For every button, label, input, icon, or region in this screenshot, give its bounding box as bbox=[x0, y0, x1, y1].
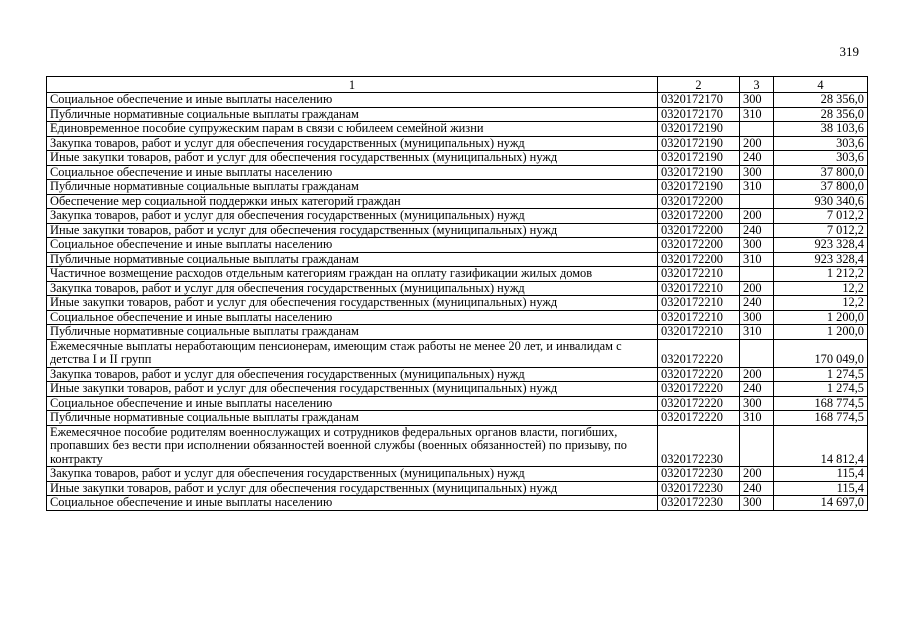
row-code-cell: 0320172200 bbox=[658, 209, 740, 224]
row-code-cell: 0320172190 bbox=[658, 165, 740, 180]
row-type-cell: 310 bbox=[740, 252, 774, 267]
table-row bbox=[47, 93, 868, 108]
row-sum-cell: 303,6 bbox=[774, 136, 868, 151]
row-code-cell: 0320172190 bbox=[658, 151, 740, 166]
table-row bbox=[47, 136, 868, 151]
row-type-cell: 200 bbox=[740, 281, 774, 296]
row-name-cell: Социальное обеспечение и иные выплаты населению bbox=[47, 165, 658, 180]
table-row bbox=[47, 151, 868, 166]
row-type-cell: 300 bbox=[740, 496, 774, 511]
row-sum-cell: 1 274,5 bbox=[774, 367, 868, 382]
table-row bbox=[47, 267, 868, 282]
row-name-cell: Ежемесячное пособие родителям военнослужащих и сотрудников федеральных органов власти, погибших, пропавших без вести при исполнении обязанностей военной службы (военных обязанностей) по призыву, по контракту bbox=[47, 425, 658, 467]
row-code-cell: 0320172230 bbox=[658, 481, 740, 496]
row-name-cell: Иные закупки товаров, работ и услуг для обеспечения государственных (муниципальных) нужд bbox=[47, 481, 658, 496]
row-type-cell: 200 bbox=[740, 467, 774, 482]
row-sum-cell: 38 103,6 bbox=[774, 122, 868, 137]
table-row bbox=[47, 467, 868, 482]
row-name-cell: Публичные нормативные социальные выплаты гражданам bbox=[47, 411, 658, 426]
row-type-cell: 310 bbox=[740, 411, 774, 426]
row-code-cell: 0320172220 bbox=[658, 367, 740, 382]
table-row bbox=[47, 194, 868, 209]
table-row bbox=[47, 252, 868, 267]
row-name-cell: Социальное обеспечение и иные выплаты населению bbox=[47, 396, 658, 411]
row-code-cell: 0320172190 bbox=[658, 122, 740, 137]
table-row bbox=[47, 209, 868, 224]
row-type-cell: 300 bbox=[740, 396, 774, 411]
row-name-cell: Социальное обеспечение и иные выплаты населению bbox=[47, 496, 658, 511]
row-sum-cell: 168 774,5 bbox=[774, 411, 868, 426]
table-row bbox=[47, 122, 868, 137]
row-sum-cell: 923 328,4 bbox=[774, 238, 868, 253]
row-name-cell: Единовременное пособие супружеским парам в связи с юбилеем семейной жизни bbox=[47, 122, 658, 137]
row-code-cell: 0320172220 bbox=[658, 382, 740, 397]
header-name: 1 bbox=[47, 77, 658, 93]
row-code-cell: 0320172220 bbox=[658, 339, 740, 367]
row-sum-cell: 28 356,0 bbox=[774, 93, 868, 108]
row-code-cell: 0320172210 bbox=[658, 281, 740, 296]
table-row bbox=[47, 481, 868, 496]
table-header-row bbox=[47, 77, 868, 93]
row-code-cell: 0320172170 bbox=[658, 93, 740, 108]
budget-table bbox=[46, 76, 868, 511]
row-type-cell: 300 bbox=[740, 238, 774, 253]
row-sum-cell: 12,2 bbox=[774, 281, 868, 296]
row-sum-cell: 923 328,4 bbox=[774, 252, 868, 267]
row-name-cell: Публичные нормативные социальные выплаты гражданам bbox=[47, 107, 658, 122]
row-sum-cell: 14 812,4 bbox=[774, 425, 868, 467]
row-type-cell: 300 bbox=[740, 165, 774, 180]
row-name-cell: Социальное обеспечение и иные выплаты населению bbox=[47, 238, 658, 253]
table-row bbox=[47, 296, 868, 311]
table-row bbox=[47, 496, 868, 511]
row-code-cell: 0320172200 bbox=[658, 194, 740, 209]
row-code-cell: 0320172200 bbox=[658, 238, 740, 253]
row-type-cell: 200 bbox=[740, 136, 774, 151]
row-sum-cell: 1 212,2 bbox=[774, 267, 868, 282]
row-type-cell: 300 bbox=[740, 310, 774, 325]
row-sum-cell: 170 049,0 bbox=[774, 339, 868, 367]
row-name-cell: Закупка товаров, работ и услуг для обеспечения государственных (муниципальных) нужд bbox=[47, 367, 658, 382]
row-name-cell: Публичные нормативные социальные выплаты гражданам bbox=[47, 180, 658, 195]
row-name-cell: Иные закупки товаров, работ и услуг для обеспечения государственных (муниципальных) нужд bbox=[47, 223, 658, 238]
header-type: 3 bbox=[740, 77, 774, 93]
table-row bbox=[47, 367, 868, 382]
row-name-cell: Закупка товаров, работ и услуг для обеспечения государственных (муниципальных) нужд bbox=[47, 209, 658, 224]
row-name-cell: Социальное обеспечение и иные выплаты населению bbox=[47, 310, 658, 325]
row-type-cell: 310 bbox=[740, 107, 774, 122]
row-code-cell: 0320172230 bbox=[658, 425, 740, 467]
row-code-cell: 0320172190 bbox=[658, 180, 740, 195]
row-sum-cell: 14 697,0 bbox=[774, 496, 868, 511]
row-code-cell: 0320172210 bbox=[658, 325, 740, 340]
table-row bbox=[47, 180, 868, 195]
row-name-cell: Закупка товаров, работ и услуг для обеспечения государственных (муниципальных) нужд bbox=[47, 467, 658, 482]
row-code-cell: 0320172210 bbox=[658, 310, 740, 325]
table-row bbox=[47, 310, 868, 325]
row-code-cell: 0320172230 bbox=[658, 467, 740, 482]
header-sum: 4 bbox=[774, 77, 868, 93]
row-code-cell: 0320172190 bbox=[658, 136, 740, 151]
row-sum-cell: 303,6 bbox=[774, 151, 868, 166]
row-sum-cell: 930 340,6 bbox=[774, 194, 868, 209]
table-row bbox=[47, 281, 868, 296]
row-type-cell: 240 bbox=[740, 151, 774, 166]
row-type-cell: 310 bbox=[740, 325, 774, 340]
row-type-cell: 240 bbox=[740, 296, 774, 311]
row-sum-cell: 1 274,5 bbox=[774, 382, 868, 397]
row-sum-cell: 1 200,0 bbox=[774, 310, 868, 325]
row-sum-cell: 1 200,0 bbox=[774, 325, 868, 340]
row-type-cell: 310 bbox=[740, 180, 774, 195]
row-name-cell: Иные закупки товаров, работ и услуг для обеспечения государственных (муниципальных) нужд bbox=[47, 296, 658, 311]
row-sum-cell: 12,2 bbox=[774, 296, 868, 311]
row-code-cell: 0320172170 bbox=[658, 107, 740, 122]
table-row bbox=[47, 411, 868, 426]
row-code-cell: 0320172210 bbox=[658, 296, 740, 311]
row-name-cell: Ежемесячные выплаты неработающим пенсионерам, имеющим стаж работы не менее 20 лет, и инвалидам с детства I и II групп bbox=[47, 339, 658, 367]
row-name-cell: Иные закупки товаров, работ и услуг для обеспечения государственных (муниципальных) нужд bbox=[47, 382, 658, 397]
row-type-cell: 200 bbox=[740, 209, 774, 224]
row-sum-cell: 37 800,0 bbox=[774, 165, 868, 180]
table-row bbox=[47, 382, 868, 397]
row-code-cell: 0320172220 bbox=[658, 396, 740, 411]
row-name-cell: Частичное возмещение расходов отдельным категориям граждан на оплату газификации жилых домов bbox=[47, 267, 658, 282]
row-sum-cell: 115,4 bbox=[774, 467, 868, 482]
row-name-cell: Социальное обеспечение и иные выплаты населению bbox=[47, 93, 658, 108]
table-row bbox=[47, 238, 868, 253]
row-code-cell: 0320172200 bbox=[658, 252, 740, 267]
row-type-cell: 200 bbox=[740, 367, 774, 382]
row-name-cell: Публичные нормативные социальные выплаты гражданам bbox=[47, 325, 658, 340]
row-name-cell: Обеспечение мер социальной поддержки иных категорий граждан bbox=[47, 194, 658, 209]
row-type-cell bbox=[740, 267, 774, 282]
table-row bbox=[47, 339, 868, 367]
row-sum-cell: 115,4 bbox=[774, 481, 868, 496]
page-number: 319 bbox=[839, 44, 859, 59]
row-sum-cell: 37 800,0 bbox=[774, 180, 868, 195]
row-type-cell: 240 bbox=[740, 481, 774, 496]
header-code: 2 bbox=[658, 77, 740, 93]
row-type-cell bbox=[740, 194, 774, 209]
row-sum-cell: 7 012,2 bbox=[774, 223, 868, 238]
row-name-cell: Публичные нормативные социальные выплаты гражданам bbox=[47, 252, 658, 267]
row-code-cell: 0320172210 bbox=[658, 267, 740, 282]
table-row bbox=[47, 223, 868, 238]
table-row bbox=[47, 107, 868, 122]
table-row bbox=[47, 396, 868, 411]
row-name-cell: Иные закупки товаров, работ и услуг для обеспечения государственных (муниципальных) нужд bbox=[47, 151, 658, 166]
row-sum-cell: 168 774,5 bbox=[774, 396, 868, 411]
row-type-cell: 300 bbox=[740, 93, 774, 108]
table-row bbox=[47, 425, 868, 467]
row-code-cell: 0320172200 bbox=[658, 223, 740, 238]
table-row bbox=[47, 165, 868, 180]
table-row bbox=[47, 325, 868, 340]
row-type-cell bbox=[740, 339, 774, 367]
row-type-cell bbox=[740, 425, 774, 467]
row-code-cell: 0320172230 bbox=[658, 496, 740, 511]
row-name-cell: Закупка товаров, работ и услуг для обеспечения государственных (муниципальных) нужд bbox=[47, 281, 658, 296]
table-body bbox=[47, 93, 868, 511]
row-sum-cell: 28 356,0 bbox=[774, 107, 868, 122]
row-code-cell: 0320172220 bbox=[658, 411, 740, 426]
row-sum-cell: 7 012,2 bbox=[774, 209, 868, 224]
row-name-cell: Закупка товаров, работ и услуг для обеспечения государственных (муниципальных) нужд bbox=[47, 136, 658, 151]
row-type-cell: 240 bbox=[740, 382, 774, 397]
row-type-cell: 240 bbox=[740, 223, 774, 238]
row-type-cell bbox=[740, 122, 774, 137]
